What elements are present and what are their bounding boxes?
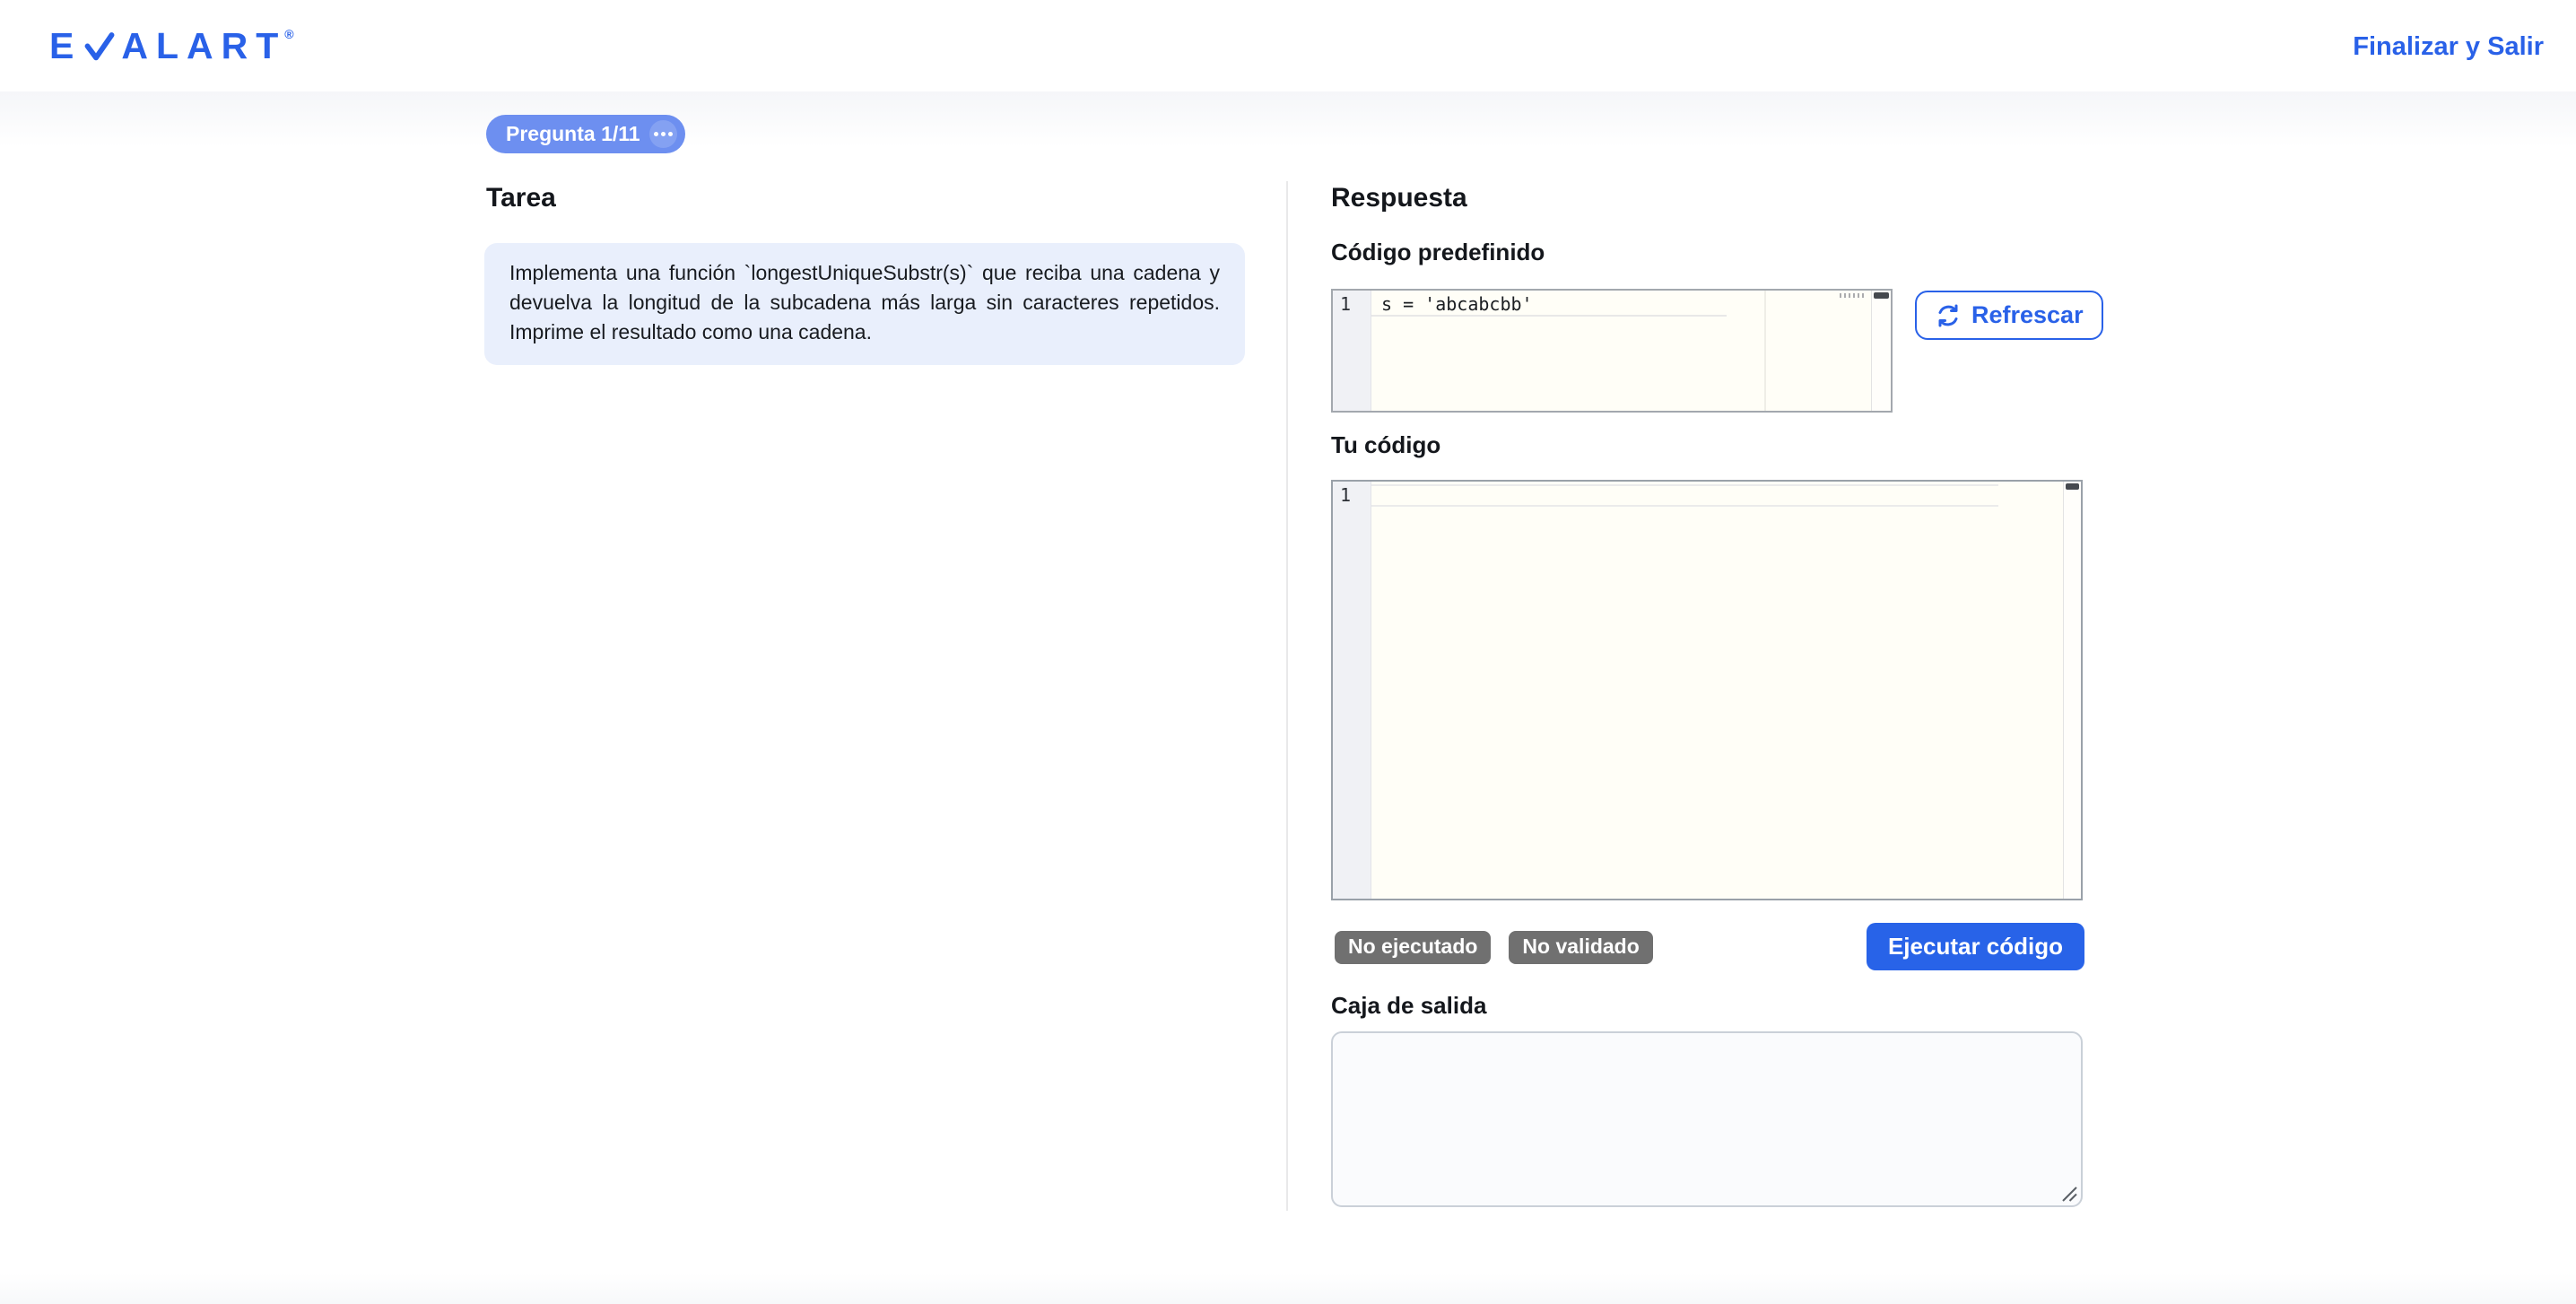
line-number: 1 — [1340, 484, 1352, 506]
refresh-button-label: Refrescar — [1971, 301, 2084, 328]
your-code-label: Tu código — [1331, 431, 1441, 458]
task-heading: Tarea — [486, 183, 556, 213]
ellipsis-icon — [654, 132, 658, 136]
predefined-editor-scrollbar[interactable] — [1871, 291, 1891, 411]
logo-text-prefix: E — [49, 24, 83, 66]
scrollbar-thumb — [2066, 483, 2079, 490]
line-number: 1 — [1340, 293, 1352, 315]
answer-heading: Respuesta — [1331, 183, 1467, 213]
refresh-icon — [1935, 302, 1962, 329]
editor-render-artifact — [1840, 293, 1867, 298]
header-gradient — [0, 91, 2576, 147]
logo-text-suffix: ALART — [121, 24, 287, 66]
status-row — [1335, 931, 1653, 964]
refresh-button[interactable] — [1915, 291, 2103, 340]
header — [0, 0, 2576, 91]
task-description-box — [484, 243, 1245, 365]
registered-mark: ® — [284, 27, 294, 41]
bottom-gradient — [0, 1274, 2576, 1304]
question-badge-label: Pregunta 1/11 — [506, 122, 640, 145]
active-line-highlight — [1371, 484, 1998, 507]
predefined-line-gutter — [1333, 291, 1371, 411]
status-not-validated-badge: No validado — [1509, 931, 1652, 964]
question-badge — [486, 115, 685, 153]
print-margin-line — [1764, 291, 1766, 411]
predefined-code-text: s = 'abcabcbb' — [1381, 293, 1533, 315]
evalart-logo — [49, 23, 296, 68]
finish-exit-link[interactable]: Finalizar y Salir — [2353, 32, 2544, 61]
your-code-line-gutter — [1333, 482, 1371, 899]
run-code-button[interactable]: Ejecutar código — [1867, 923, 2084, 970]
your-code-editor[interactable] — [1331, 480, 2083, 900]
scrollbar-thumb — [1874, 292, 1889, 299]
logo-check-icon — [83, 30, 116, 63]
output-box-label: Caja de salida — [1331, 992, 1487, 1019]
status-not-executed-badge: No ejecutado — [1335, 931, 1491, 964]
your-code-editor-scrollbar[interactable] — [2063, 482, 2081, 899]
column-divider — [1286, 181, 1288, 1211]
predefined-code-label: Código predefinido — [1331, 239, 1545, 265]
question-menu-button[interactable] — [649, 120, 677, 148]
predefined-code-editor — [1331, 289, 1893, 413]
task-description-text: Implementa una función `longestUniqueSubstr(s)` que reciba una cadena y devuelva la longitud de la subcadena más larga sin caracteres repetidos. Imprime el resultado como una cadena. — [509, 261, 1220, 343]
output-box[interactable] — [1331, 1031, 2083, 1207]
